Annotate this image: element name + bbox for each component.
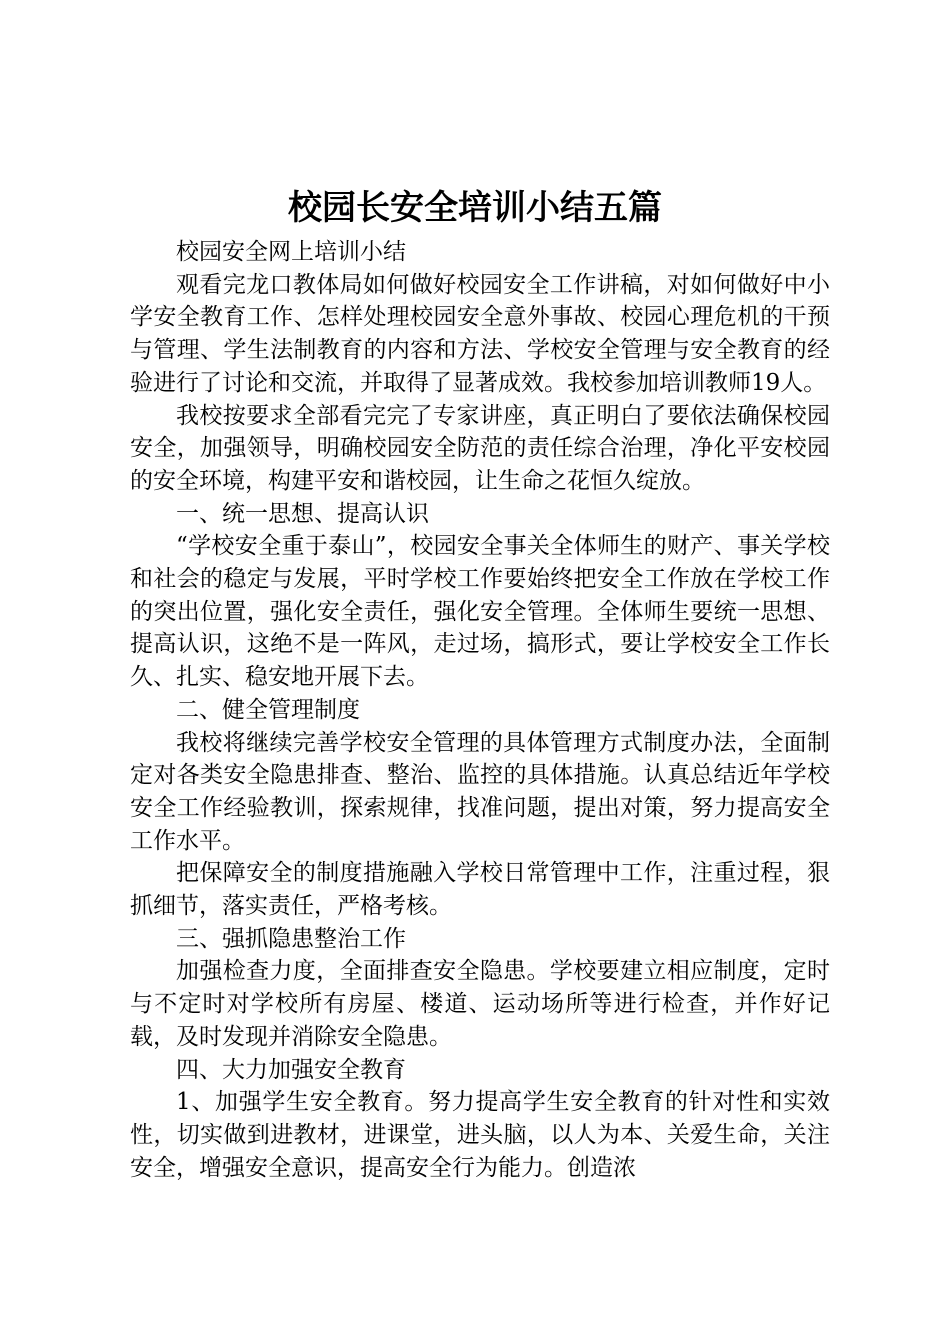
section-heading: 四、大力加强安全教育 (176, 1056, 406, 1083)
document-title: 校园长安全培训小结五篇 (288, 188, 662, 228)
section-heading: 一、统一思想、提高认识 (176, 500, 429, 527)
body-paragraph: 1、加强学生安全教育。努力提高学生安全教育的针对性和实效性，切实做到进教材，进课堂，进头脑，以人为本、关爱生命，关注安全，增强安全意识，提高安全行为能力。创造浓 (130, 1089, 830, 1181)
body-paragraph: 观看完龙口教体局如何做好校园安全工作讲稿，对如何做好中小学安全教育工作、怎样处理校园安全意外事故、校园心理危机的干预与管理、学生法制教育的内容和方法、学校安全管理与安全教育的经验进行了讨论和交流，并取得了显著成效。我校参加培训教师19人。 (130, 271, 830, 396)
body-paragraph: “学校安全重于泰山”，校园安全事关全体师生的财产、事关学校和社会的稳定与发展，平时学校工作要始终把安全工作放在学校工作的突出位置，强化安全责任，强化安全管理。全体师生要统一思想、提高认识，这绝不是一阵风，走过场，搞形式，要让学校安全工作长久、扎实、稳安地开展下去。 (130, 533, 830, 691)
body-paragraph: 把保障安全的制度措施融入学校日常管理中工作，注重过程，狠抓细节，落实责任，严格考核。 (130, 860, 830, 920)
body-paragraph: 加强检查力度，全面排查安全隐患。学校要建立相应制度，定时与不定时对学校所有房屋、楼道、运动场所等进行检查，并作好记载，及时发现并消除安全隐患。 (130, 958, 830, 1050)
section-heading: 二、健全管理制度 (176, 696, 360, 723)
subtitle-paragraph: 校园安全网上培训小结 (176, 239, 406, 265)
section-heading: 三、强抓隐患整治工作 (176, 925, 406, 952)
body-paragraph: 我校按要求全部看完完了专家讲座，真正明白了要依法确保校园安全，加强领导，明确校园安全防范的责任综合治理，净化平安校园的安全环境，构建平安和谐校园，让生命之花恒久绽放。 (130, 402, 830, 494)
body-paragraph: 我校将继续完善学校安全管理的具体管理方式制度办法，全面制定对各类安全隐患排查、整治、监控的具体措施。认真总结近年学校安全工作经验教训，探索规律，找准问题，提出对策，努力提高安全工作水平。 (130, 729, 830, 854)
document-body (130, 236, 830, 1184)
